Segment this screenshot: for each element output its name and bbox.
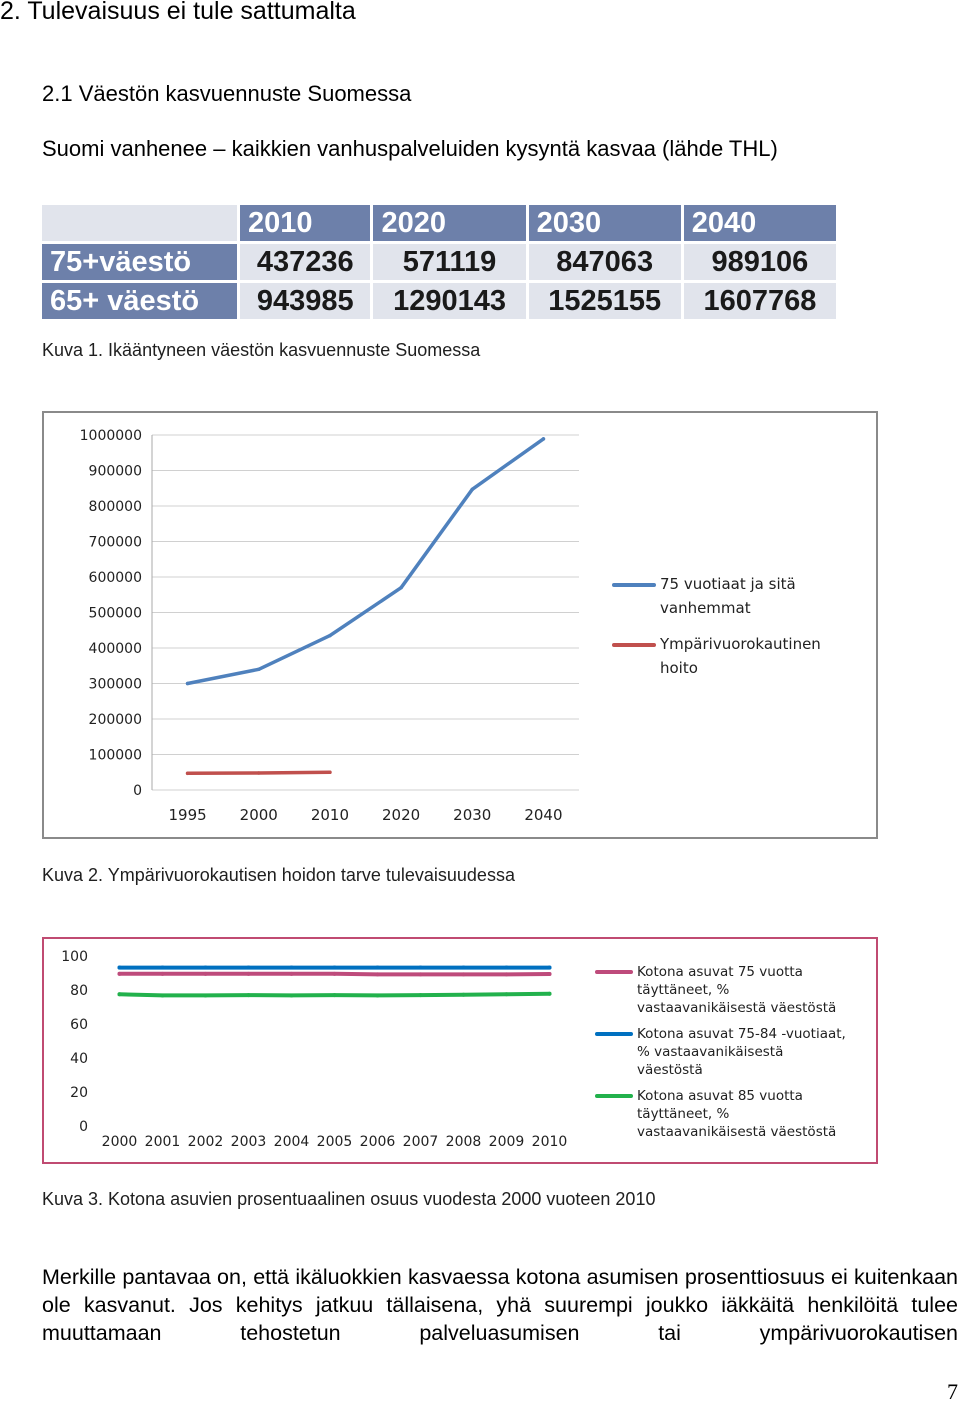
data-point <box>548 972 552 976</box>
table-corner-cell <box>42 205 237 241</box>
chart-2-svg <box>44 939 876 1162</box>
table-cell: 571119 <box>373 244 525 280</box>
data-point <box>419 993 423 997</box>
y-tick-label: 80 <box>70 983 88 999</box>
x-tick-label: 2000 <box>101 1134 138 1150</box>
series-line <box>188 439 544 684</box>
chart-population-growth <box>42 411 878 839</box>
data-point <box>186 772 190 776</box>
table-cell: 847063 <box>529 244 681 280</box>
data-point <box>257 668 261 672</box>
data-point <box>161 972 165 976</box>
population-forecast-table <box>39 202 839 322</box>
y-tick-label: 700000 <box>88 534 142 551</box>
y-tick-label: 200000 <box>88 712 142 728</box>
data-point <box>419 966 423 970</box>
table-row-header: 65+ väestö <box>42 283 237 319</box>
data-point <box>118 992 122 996</box>
data-point <box>328 771 332 775</box>
data-point <box>118 966 122 970</box>
data-point <box>204 972 208 976</box>
table-row-header: 75+väestö <box>42 244 237 280</box>
table-cell: 437236 <box>240 244 370 280</box>
y-tick-label: 600000 <box>88 570 142 586</box>
y-tick-label: 500000 <box>88 605 142 622</box>
y-tick-label: 800000 <box>88 499 142 515</box>
table-cell: 1607768 <box>684 283 836 319</box>
data-point <box>118 972 122 976</box>
data-point <box>376 972 380 976</box>
data-point <box>257 771 261 775</box>
data-point <box>542 437 546 441</box>
x-tick-label: 2020 <box>381 806 421 824</box>
x-tick-label: 1995 <box>168 806 207 824</box>
data-point <box>548 992 552 996</box>
x-tick-label: 2000 <box>239 806 278 824</box>
data-point <box>399 586 403 590</box>
y-tick-label: 100 <box>61 949 88 965</box>
legend-label: 75 vuotiaat ja sitä <box>660 575 796 593</box>
table-cell: 1290143 <box>373 283 525 319</box>
table-header-cell: 2020 <box>373 205 525 241</box>
subsection-heading: Suomi vanhenee – kaikkien vanhuspalveluiden kysyntä kasvaa (lähde THL) <box>42 136 778 161</box>
data-point <box>186 682 190 686</box>
x-tick-label: 2040 <box>524 806 563 824</box>
x-tick-label: 2001 <box>144 1134 181 1150</box>
x-tick-label: 2010 <box>310 806 350 824</box>
table-header-cell: 2010 <box>240 205 370 241</box>
x-tick-label: 2007 <box>402 1134 439 1150</box>
legend-label: % vastaavanikäisestä <box>637 1044 784 1060</box>
figure-caption-3: Kuva 3. Kotona asuvien prosentuaalinen osuus vuodesta 2000 vuoteen 2010 <box>42 1189 656 1209</box>
legend-label: Kotona asuvat 75-84 -vuotiaat, <box>637 1026 846 1042</box>
data-point <box>505 966 509 970</box>
chapter-heading: 2. Tulevaisuus ei tule sattumalta <box>0 0 356 25</box>
y-tick-label: 400000 <box>88 641 142 657</box>
y-tick-label: 60 <box>70 1017 88 1033</box>
data-point <box>247 993 251 997</box>
data-point <box>290 993 294 997</box>
data-point <box>161 966 165 970</box>
figure-caption-2: Kuva 2. Ympärivuorokautisen hoidon tarve tulevaisuudessa <box>42 865 515 885</box>
legend-label: Kotona asuvat 85 vuotta <box>637 1088 803 1104</box>
page-number: 7 <box>947 1379 958 1404</box>
legend-label: hoito <box>660 659 698 677</box>
y-tick-label: 20 <box>70 1085 88 1101</box>
data-point <box>290 966 294 970</box>
data-point <box>462 993 466 997</box>
table-row <box>42 244 836 280</box>
x-tick-label: 2009 <box>488 1134 525 1150</box>
y-tick-label: 900000 <box>88 463 142 480</box>
table-cell: 1525155 <box>529 283 681 319</box>
data-point <box>161 993 165 997</box>
data-point <box>419 972 423 976</box>
data-point <box>376 993 380 997</box>
data-point <box>471 488 475 492</box>
chart-1-svg <box>44 413 876 837</box>
data-point <box>204 993 208 997</box>
data-point <box>376 966 380 970</box>
y-tick-label: 0 <box>79 1119 88 1135</box>
x-tick-label: 2030 <box>453 806 492 824</box>
chart-living-at-home <box>42 937 878 1164</box>
legend-label: täyttäneet, % <box>637 1106 730 1122</box>
y-tick-label: 300000 <box>88 676 142 693</box>
data-point <box>328 634 332 638</box>
legend-label: täyttäneet, % <box>637 982 730 998</box>
data-point <box>462 966 466 970</box>
x-tick-label: 2004 <box>273 1134 310 1150</box>
x-tick-label: 2002 <box>187 1134 224 1150</box>
body-paragraph: Merkille pantavaa on, että ikäluokkien kasvaessa kotona asumisen prosenttiosuus ei kuitenkaan ole kasvanut. Jos kehitys jatkuu tällaisena, yhä suurempi joukko iäkkäitä henkilöitä tulee muuttamaan tehostetun palveluasumisen tai ympärivuorokautisen <box>42 1265 958 1345</box>
data-point <box>204 966 208 970</box>
section-heading: 2.1 Väestön kasvuennuste Suomessa <box>42 81 412 106</box>
table-header-row <box>42 205 836 241</box>
x-tick-label: 2006 <box>359 1134 396 1150</box>
data-point <box>505 992 509 996</box>
data-point <box>548 966 552 970</box>
legend-label: vanhemmat <box>660 599 751 617</box>
y-tick-label: 40 <box>70 1051 88 1067</box>
x-tick-label: 2005 <box>316 1134 353 1150</box>
legend-label: Kotona asuvat 75 vuotta <box>637 964 803 980</box>
legend-label: väestöstä <box>637 1062 703 1078</box>
x-tick-label: 2008 <box>445 1134 482 1150</box>
data-point <box>247 972 251 976</box>
table-row <box>42 283 836 319</box>
x-tick-label: 2003 <box>230 1134 267 1150</box>
data-point <box>333 993 337 997</box>
table-cell: 943985 <box>240 283 370 319</box>
x-tick-label: 2010 <box>531 1134 568 1150</box>
data-point <box>333 972 337 976</box>
legend-label: vastaavanikäisestä väestöstä <box>637 1000 837 1016</box>
figure-caption-1: Kuva 1. Ikääntyneen väestön kasvuennuste Suomessa <box>42 340 481 360</box>
table-header-cell: 2040 <box>684 205 836 241</box>
data-point <box>247 966 251 970</box>
legend-label: Ympärivuorokautinen <box>660 635 821 653</box>
y-tick-label: 0 <box>133 783 142 799</box>
table-header-cell: 2030 <box>529 205 681 241</box>
y-tick-label: 1000000 <box>79 428 142 444</box>
data-point <box>290 972 294 976</box>
table-cell: 989106 <box>684 244 836 280</box>
legend-label: vastaavanikäisestä väestöstä <box>637 1124 837 1140</box>
y-tick-label: 100000 <box>88 747 142 764</box>
data-point <box>462 972 466 976</box>
data-point <box>505 972 509 976</box>
data-point <box>333 966 337 970</box>
